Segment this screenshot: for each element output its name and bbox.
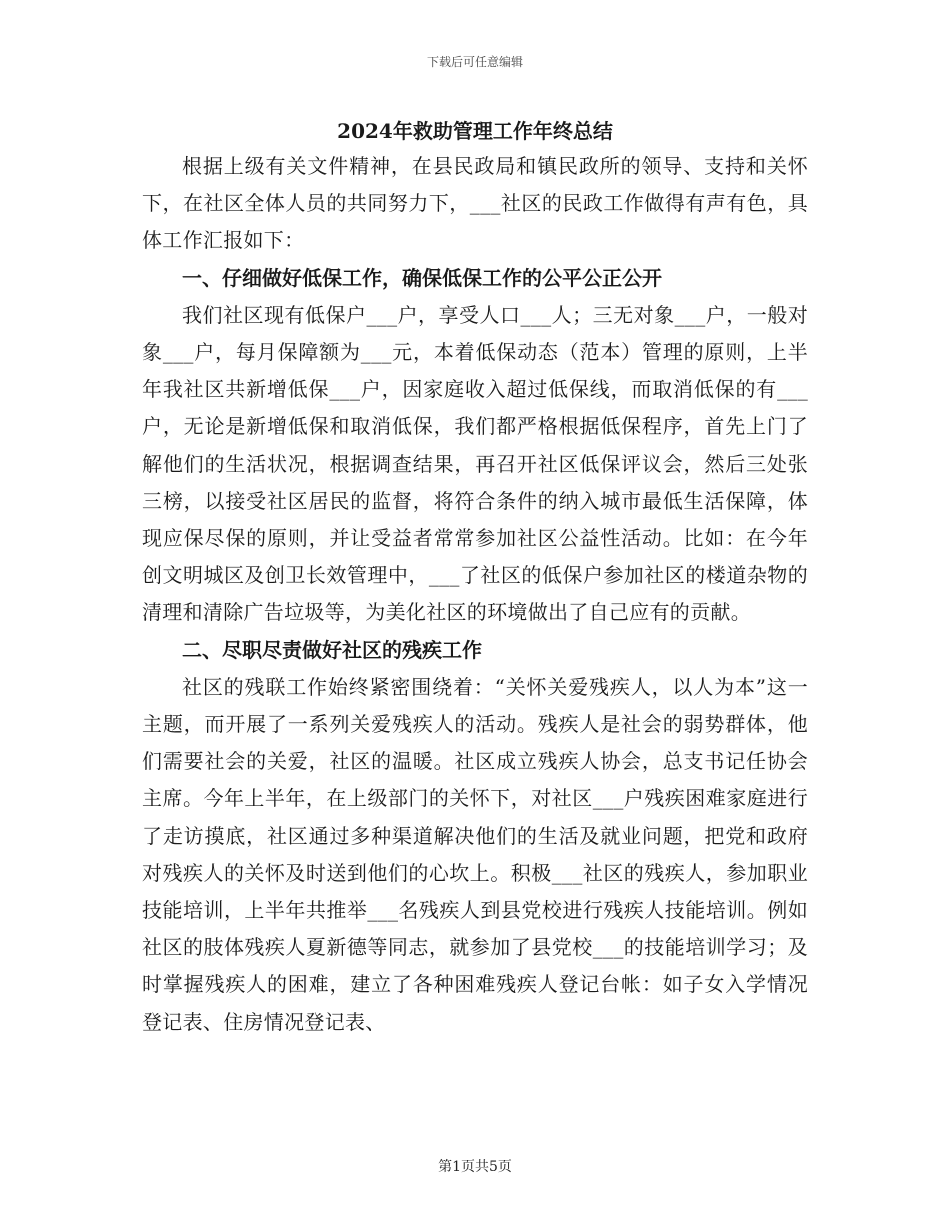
section-2-paragraph: 社区的残联工作始终紧密围绕着：“关怀关爱残疾人，以人为本”这一主题，而开展了一系列关爱残疾人的活动。残疾人是社会的弱势群体，他们需要社会的关爱，社区的温暖。社区成立残疾人协会，总支书记任协会主席。今年上半年，在上级部门的关怀下，对社区___户残疾困难家庭进行了走访摸底，社区通过多种渠道解决他们的生活及就业问题，把党和政府对残疾人的关怀及时送到他们的心坎上。积极___社区的残疾人，参加职业技能培训，上半年共推举___名残疾人到县党校进行残疾人技能培训。例如社区的肢体残疾人夏新德等同志，就参加了县党校___的技能培训学习；及时掌握残疾人的困难，建立了各种困难残疾人登记台帐：如子女入学情况登记表、住房情况登记表、: [142, 674, 808, 1034]
header-note: 下载后可任意编辑: [426, 55, 523, 69]
intro-paragraph: 根据上级有关文件精神，在县民政局和镇民政所的领导、支持和关怀下，在社区全体人员的共同努力下，___社区的民政工作做得有声有色，具体工作汇报如下：: [142, 154, 808, 253]
document-title: 2024年救助管理工作年终总结: [337, 119, 613, 143]
document-body: [142, 148, 808, 1041]
section-1-paragraph: 我们社区现有低保户___户，享受人口___人；三无对象___户，一般对象___户，每月保障额为___元，本着低保动态（范本）管理的原则，上半年我社区共新增低保___户，因家庭收入超过低保线，而取消低保的有___户，无论是新增低保和取消低保，我们都严格根据低保程序，首先上门了解他们的生活状况，根据调查结果，再召开社区低保评议会，然后三处张三榜，以接受社区居民的监督，将符合条件的纳入城市最低生活保障，体现应保尽保的原则，并让受益者常常参加社区公益性活动。比如：在今年创文明城区及创卫长效管理中，___了社区的低保户参加社区的楼道杂物的清理和清除广告垃圾等，为美化社区的环境做出了自己应有的贡献。: [142, 302, 808, 625]
page-footer: 第1页共5页: [438, 1159, 512, 1175]
section-heading-2: 二、尽职尽责做好社区的残疾工作: [182, 637, 482, 662]
section-heading-1: 一、仔细做好低保工作，确保低保工作的公平公正公开: [182, 265, 662, 290]
